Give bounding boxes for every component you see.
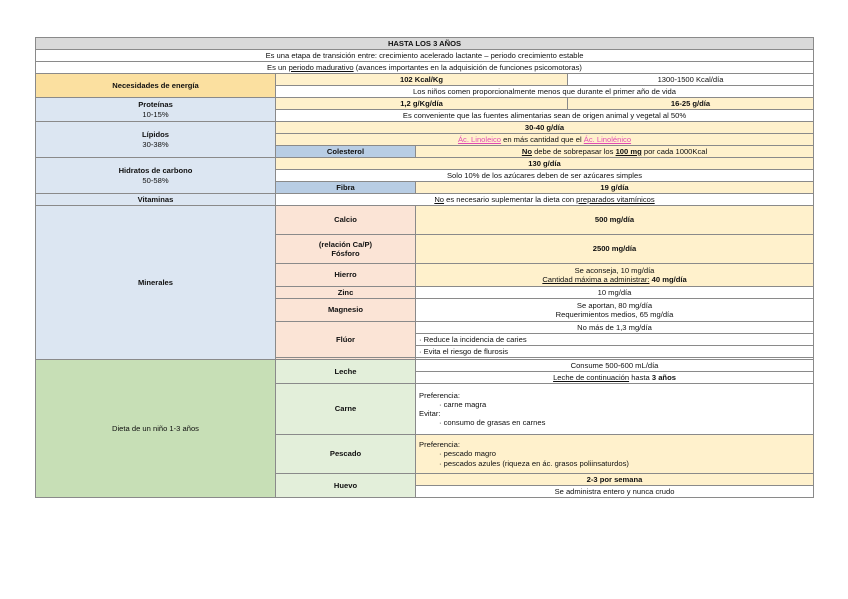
carne-preferencia: Preferencia: [419,390,460,400]
huevo-nota: Se administra entero y nunca crudo [416,486,814,498]
hierro-value [416,264,814,287]
minerales-label: Minerales [36,206,276,360]
hc-row-1 [36,158,814,170]
fluor-max: No más de 1,3 mg/día [416,322,814,334]
nutrition-table [35,37,814,498]
lipidos-pct: 30-38% [142,139,169,149]
table-title: HASTA LOS 3 AÑOS [36,38,814,50]
hc-label-cell [36,158,276,194]
calcio-label: Calcio [276,206,416,235]
dieta-label: Dieta de un niño 1-3 años [36,360,276,498]
hc-label: Hidratos de carbono [118,166,193,176]
lipidos-row-1 [36,122,814,134]
leche-consumo: Consume 500-600 mL/día [416,360,814,372]
linoleico-link[interactable]: Ác. Linoleico [457,134,502,144]
fibra-value: 19 g/día [416,182,814,194]
pescado-label: Pescado [276,435,416,474]
energia-row-1 [36,74,814,86]
vitaminas-note: No es necesario suplementar la dieta con preparados vitamínicos [276,194,814,206]
intro-line-1: Es una etapa de transición entre: crecimiento acelerado lactante – periodo crecimiento estable [36,50,814,62]
leche-continuacion: Leche de continuación hasta 3 años [416,372,814,384]
carne-grasas: · consumo de grasas en carnes [439,418,546,428]
proteinas-g-kg: 1,2 g/Kg/día [276,98,568,110]
magnesio-requerimiento: Requerimientos medios, 65 mg/día [555,310,674,319]
intro-line-2: Es un periodo madurativo (avances importantes en la adquisición de funciones psicomotoras) [36,62,814,74]
energia-note: Los niños comen proporcionalmente menos que durante el primer año de vida [276,86,814,98]
colesterol-value: No debe de sobrepasar los 100 mg por cada 1000Kcal [416,146,814,158]
colesterol-label: Colesterol [276,146,416,158]
fibra-label: Fibra [276,182,416,194]
intro-row-2 [36,62,814,74]
hc-pct: 50-58% [142,175,169,185]
lipidos-g-dia: 30-40 g/día [276,122,814,134]
leche-label: Leche [276,360,416,384]
lipidos-label-cell [36,122,276,158]
vitaminas-row [36,194,814,206]
fosforo-label-cell [276,235,416,264]
huevo-label: Huevo [276,474,416,498]
carne-label: Carne [276,384,416,435]
lipidos-acidos: Ác. Linoleico en más cantidad que el Ác. Linolénico [276,134,814,146]
proteinas-g-dia: 16-25 g/día [568,98,814,110]
nutrition-table-container [35,37,813,498]
pescado-preferencia: Preferencia: [419,440,460,450]
pescado-value [416,435,814,474]
fluor-caries: · Reduce la incidencia de caries [416,334,814,346]
fosforo-ratio-label: (relación Ca/P) [318,239,373,249]
calcio-value: 500 mg/día [416,206,814,235]
huevo-frecuencia: 2-3 por semana [416,474,814,486]
fluor-flurosis: · Evita el riesgo de flurosis [416,346,814,358]
carne-evitar: Evitar: [419,409,441,418]
hc-g-dia: 130 g/día [276,158,814,170]
vitaminas-label: Vitaminas [36,194,276,206]
zinc-label: Zinc [276,287,416,299]
calcio-row [36,206,814,235]
carne-magra: · carne magra [439,399,487,409]
hierro-recommended: Se aconseja, 10 mg/día [574,265,655,275]
proteinas-label: Proteínas [138,100,173,110]
magnesio-label: Magnesio [276,299,416,322]
proteinas-note: Es conveniente que las fuentes alimentarias sean de origen animal y vegetal al 50% [276,110,814,122]
preparados-vitaminicos-link: preparados vitamínicos [576,194,655,204]
proteinas-label-cell [36,98,276,122]
intro-row-1 [36,50,814,62]
energia-kcal-kg: 102 Kcal/Kg [276,74,568,86]
lipidos-label: Lípidos [142,130,169,140]
energia-label: Necesidades de energía [36,74,276,98]
hierro-max: Cantidad máxima a administrar: 40 mg/día [542,275,687,284]
linolenico-link[interactable]: Ác. Linolénico [583,134,632,144]
pescados-azules: · pescados azules (riqueza en ác. grasos poliinsaturdos) [439,458,629,468]
magnesio-value [416,299,814,322]
proteinas-row-1 [36,98,814,110]
proteinas-pct: 10-15% [142,109,169,119]
zinc-value: 10 mg/día [416,287,814,299]
energia-kcal-dia: 1300-1500 Kcal/día [568,74,814,86]
fluor-label: Flúor [276,322,416,358]
magnesio-aporte: Se aportan, 80 mg/día [576,300,653,310]
table-title-row [36,38,814,50]
hierro-label: Hierro [276,264,416,287]
fosforo-label: Fósforo [331,249,360,258]
carne-value [416,384,814,435]
leche-row-1 [36,360,814,372]
fosforo-value: 2500 mg/día [416,235,814,264]
hc-note: Solo 10% de los azúcares deben de ser azúcares simples [276,170,814,182]
pescado-magro: · pescado magro [439,449,496,459]
